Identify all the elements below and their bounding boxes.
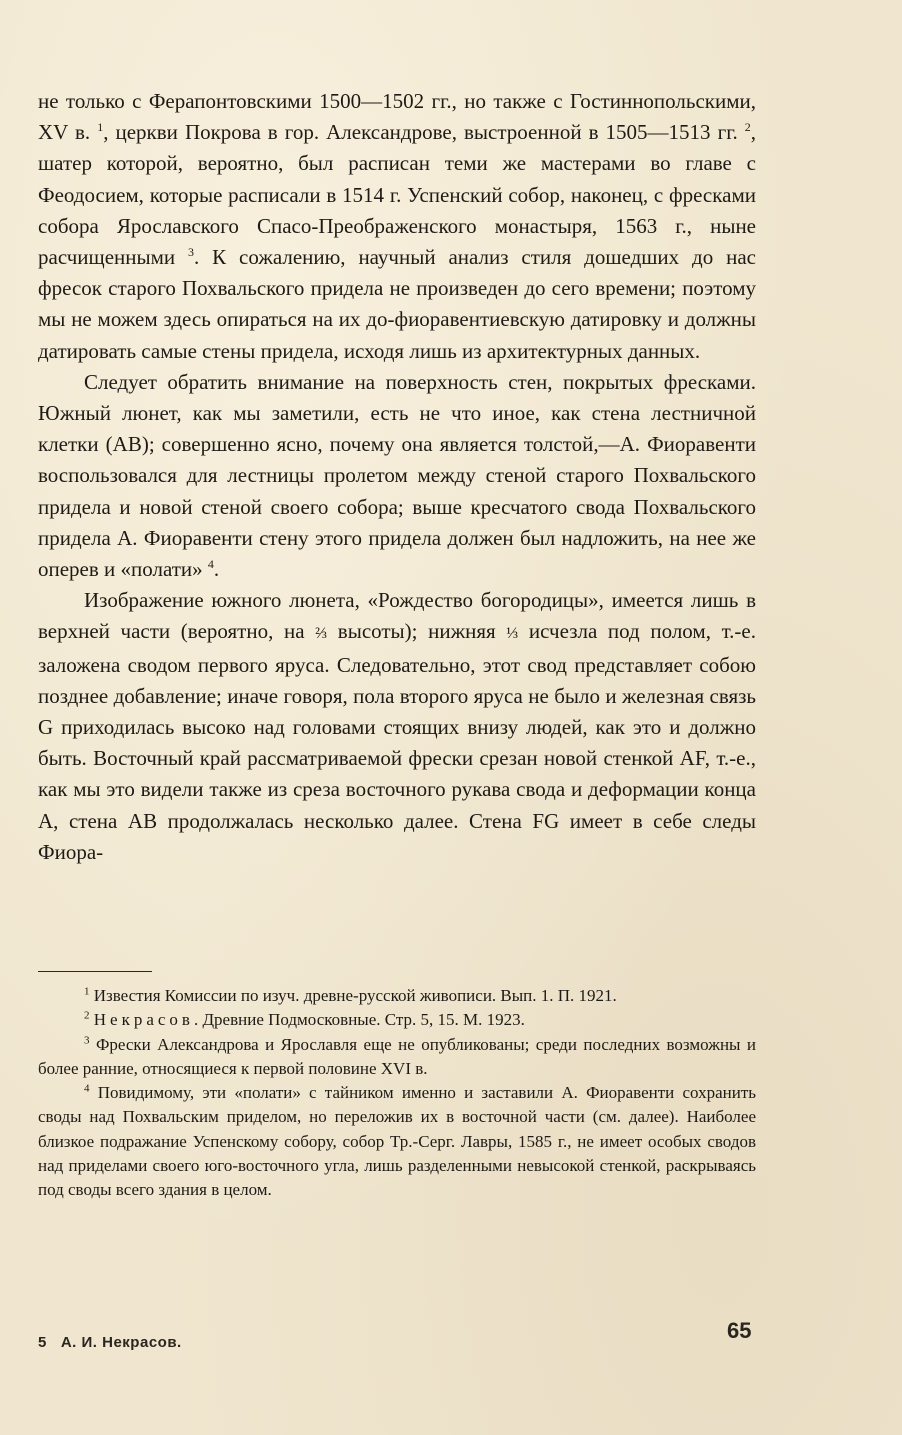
paragraph-1-text-d: . К сожалению, научный анализ стиля дошедших до нас фресок старого Похвальского придела не произведен до сего времени; поэтому мы не можем здесь опираться на их до-фиоравентиевскую датировку и должны датировать самые стены придела, исходя лишь из архитектурных данных.	[38, 245, 756, 363]
footnote-3-text: Фрески Александрова и Ярославля еще не опубликованы; среди последних возможны и более ранние, относящиеся к первой половине XVI в.	[38, 1034, 757, 1078]
page-number: 65	[727, 1318, 752, 1343]
footnote-ref-4[interactable]: 4	[207, 557, 214, 572]
footnote-mark-3: 3	[84, 1033, 90, 1046]
footnotes	[38, 984, 756, 1203]
paragraph-3-text-a: Изображение южного люнета, «Рождество богородицы», имеется лишь в верхней части (вероятно, на	[38, 588, 756, 644]
footnote-2-text: . Древние Подмосковные. Стр. 5, 15. М. 1923.	[193, 1010, 525, 1030]
main-text	[38, 86, 756, 868]
footnote-1-text: Известия Комиссии по изуч. древне-русской живописи. Вып. 1. П. 1921.	[93, 986, 617, 1005]
footnote-2-author: Некрасов	[93, 1010, 194, 1030]
footnote-4-text: Повидимому, эти «полати» с тайником именно и заставили А. Фиоравенти сохранить своды над Похвальским приделом, но переложив их в восточной части (см. далее). Наиболее близкое подражание Успенскому собору, собор Тр.-Серг. Лавры, 1585 г., не имеет особых сводов над приделами своего юго-восточного угла, лишь разделенными невысокой стенкой, раскрываясь под своды всего здания в целом.	[38, 1083, 757, 1200]
footnote-separator	[38, 971, 152, 972]
footnote-mark-1: 1	[84, 985, 90, 998]
footnote-1	[38, 984, 756, 1008]
paragraph-1-text-c: , шатер которой, вероятно, был расписан теми же мастерами во главе с Феодосием, которые расписали в 1514 г. Успенский собор, наконец, с фресками собора Ярославского Спасо-Преображенского монастыря, 1563 г., ныне расчищенными	[38, 120, 756, 270]
paragraph-1-text-b: , церкви Покрова в гор. Александрове, выстроенной в 1505—1513 гг.	[103, 120, 745, 145]
paragraph-3-text-c: исчезла под полом, т.-е. заложена сводом первого яруса. Следовательно, этот свод представляет собою позднее добавление; иначе говоря, пола второго яруса не было и железная связь G приходилась высоко над головами стоящих внизу людей, как это и должно быть. Восточный край рассматриваемой фрески срезан новой стенкой AF, т.-е., как мы это видели также из среза восточного рукава свода и деформации конца А, стена АВ продолжалась несколько далее. Стена FG имеет в себе следы Фиора-	[38, 619, 756, 864]
paragraph-3	[38, 585, 756, 868]
footnote-mark-2: 2	[84, 1009, 90, 1022]
signature-line	[38, 1334, 182, 1351]
fraction-two-thirds: ⅔	[315, 625, 328, 643]
signature-name: А. И. Некрасов.	[60, 1334, 182, 1351]
paragraph-1-text-a: не только с Ферапонтовскими 1500—1502 гг., но также с Гостиннопольскими, XV в.	[38, 89, 756, 145]
paragraph-3-text-b: высоты); нижняя	[327, 619, 507, 644]
footnote-2	[38, 1008, 756, 1032]
footnote-3	[38, 1033, 756, 1082]
paragraph-2	[38, 367, 756, 585]
paragraph-2-text-b: .	[213, 557, 220, 582]
paragraph-1	[38, 86, 756, 367]
footnote-mark-4: 4	[84, 1082, 90, 1095]
paragraph-2-text-a: Следует обратить внимание на поверхность стен, покрытых фресками. Южный люнет, как мы заметили, есть не что иное, как стена лестничной клетки (АВ); совершенно ясно, почему она является толстой,—А. Фиоравенти воспользовался для лестницы пролетом между стеной старого Похвальского придела и новой стеной своего собора; выше кресчатого свода Похвальского придела А. Фиоравенти стену этого придела должен был надложить, на нее же оперев и «полати»	[38, 369, 756, 582]
footnote-ref-3[interactable]: 3	[188, 245, 195, 260]
fraction-one-third: ⅓	[506, 625, 519, 643]
footnote-4	[38, 1081, 756, 1202]
footnote-ref-2[interactable]: 2	[744, 120, 751, 135]
footnote-ref-1[interactable]: 1	[97, 120, 104, 135]
signature-number: 5	[38, 1334, 47, 1351]
